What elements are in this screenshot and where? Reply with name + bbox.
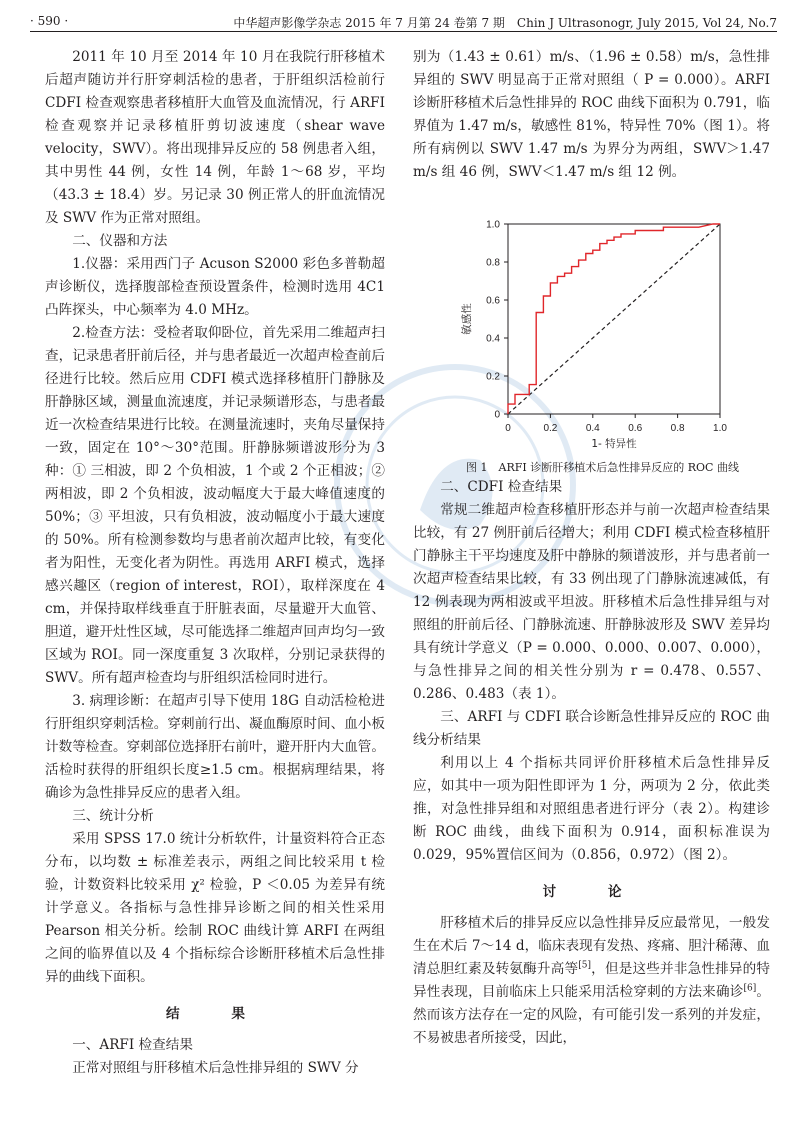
x-tick-label: 0.4 [585,423,600,434]
section-heading-results: 结 果 [166,1006,264,1022]
y-tick-label: 0.2 [486,371,500,383]
x-tick-label: 0 [505,423,511,434]
subsection-heading-arfi: 一、ARFI 检查结果 [72,1037,193,1053]
x-tick-label: 0.6 [628,423,643,434]
section-heading-statistics: 三、统计分析 [72,808,154,824]
journal-title: 中华超声影像学杂志 2015 年 7 月第 24 卷第 7 期 Chin J Ultrasonogr, July 2015, Vol 24, No.7 [233,16,777,30]
paragraph-discussion [413,912,770,1050]
paragraph-cdfi: 常规二维超声检查移植肝形态并与前一次超声检查结果比较，有 27 例肝前后径增大；利用 CDFI 模式检查移植肝门静脉主干平均速度及肝中静脉的频谱波形，并与患者前一次超声检查结果比较，有 33 例出现了门静脉流速减低，有 12 例表现为两相波或平坦波。肝移植术后急性排异组与对照组的肝前后径、门静脉流速、肝静脉波形及 SWV 差异均具有统计学意义（P = 0.000、0.000、0.007、0.000），与急性排异之间的相关性分别为 r = 0.478、0.557、0.286、0.483（表 1）。 [413,502,770,702]
paragraph-instruments: 1.仪器：采用西门子 Acuson S2000 彩色多普勒超声诊断仪，选择腹部检查预设置条件，检测时选用 4C1 凸阵探头，中心频率为 4.0 MHz。 [45,256,385,318]
figure-caption: 图 1 ARFI 诊断肝移植术后急性排异反应的 ROC 曲线 [466,461,739,474]
y-tick-label: 1.0 [486,219,500,231]
citation-6[interactable]: [6] [743,983,757,994]
left-column [45,46,385,1080]
roc-chart [413,202,770,460]
section-heading-discussion: 讨 论 [542,884,641,900]
right-column [413,46,770,1050]
paragraph-arfi-start: 正常对照组与肝移植术后急性排异组的 SWV 分 [72,1060,359,1076]
paragraph-subjects: 2011 年 10 月至 2014 年 10 月在我院行肝移植术后超声随访并行肝穿刺活检的患者，于肝组织活检前行 CDFI 检查观察患者移植肝大血管及血流情况，行 ARFI 检查观察并记录移植肝剪切波速度（shear wave velocity，SWV）。将出现排异反应的 58 例患者入组，其中男性 44 例，女性 14 例，年龄 1～68 岁，平均（43.3 ± 18.4）岁。另记录 30 例正常人的肝血流情况及 SWV 作为正常对照组。 [45,49,385,226]
y-tick-label: 0.4 [486,333,500,345]
y-tick-label: 0.6 [486,295,500,307]
discussion-text-b: ，但是这些并非急性排异的特异性表现，目前临床上只能采用活检穿刺的方法来确诊 [413,961,771,1000]
figure-1-roc [413,202,770,460]
section-heading-instruments: 二、仪器和方法 [72,233,168,249]
discussion-text-a: 肝移植术后的排异反应以急性排异反应最常见，一般发生在术后 7～14 d，临床表现有发热、疼痛、胆汁稀薄、血清总胆红素及转氨酶升高等 [413,915,770,977]
y-axis-label: 敏感性 [461,303,473,335]
paragraph-arfi-cont: 别为（1.43 ± 0.61）m/s、（1.96 ± 0.58）m/s，急性排异组的 SWV 明显高于正常对照组（ P = 0.000）。ARFI 诊断肝移植术后急性排异的 ROC 曲线下面积为 0.791，临界值为 1.47 m/s，敏感性 81%，特异性 70%（图 1）。将所有病例以 SWV 1.47 m/s 为界分为两组，SWV＞1.47 m/s 组 46 例，SWV＜1.47 m/s 组 12 例。 [413,49,770,180]
x-axis-label: 1- 特异性 [591,438,637,450]
y-tick-label: 0.8 [486,257,500,269]
paragraph-combined: 利用以上 4 个指标共同评价肝移植术后急性排异反应，如其中一项为阳性即评为 1 分，两项为 2 分，依此类推，对急性排异组和对照组患者进行评分（表 2）。构建诊断 ROC 曲线，曲线下面积为 0.914，面积标准误为 0.029，95%置信区间为（0.856，0.972）（图 2）。 [413,755,770,863]
reference-diagonal-line [508,224,720,414]
y-tick-label: 0 [494,409,500,421]
paragraph-pathology: 3. 病理诊断：在超声引导下使用 18G 自动活检枪进行肝组织穿刺活检。穿刺前行出、凝血酶原时间、血小板计数等检查。穿刺部位选择肝右前叶，避开肝内大血管。活检时获得的肝组织长度≥1.5 cm。根据病理结果，将确诊为急性排异反应的患者入组。 [45,693,385,801]
x-tick-label: 0.2 [543,423,558,434]
subsection-heading-cdfi: 二、CDFI 检查结果 [440,479,563,495]
page-number: · 590 · [30,14,69,28]
x-tick-label: 1.0 [713,423,727,434]
page-header [30,10,777,32]
citation-5[interactable]: [5] [578,960,591,971]
paragraph-methods: 2.检查方法：受检者取仰卧位，首先采用二维超声扫查，记录患者肝前后径，并与患者最近一次超声检查前后径进行比较。然后应用 CDFI 模式选择移植肝门静脉及肝静脉区域，测量血流速度，并记录频谱形态，与患者最近一次检查结果进行比较。在测量流速时，夹角尽量保持一致，固定在 10°～30°范围。肝静脉频谱波形分为 3 种：① 三相波，即 2 个负相波，1 个或 2 个正相波；② 两相波，即 2 个负相波，波动幅度大于最大峰值速度的 50%；③ 平坦波，只有负相波，波动幅度小于最大速度的 50%。所有检测参数均与患者前次超声比较，有变化者为阳性，无变化者为阴性。再选用 ARFI 模式，选择感兴趣区（region of interest，ROI），取样深度在 4 cm，并保持取样线垂直于肝脏表面，尽量避开大血管、胆道，避开灶性区域，尽可能选择二维超声回声均匀一致区域为 ROI。同一深度重复 3 次取样，分别记录获得的 SWV。所有超声检查均与肝组织活检同时进行。 [45,325,385,686]
header-rule [30,31,777,32]
x-tick-label: 0.8 [670,423,685,434]
discussion-text-c: 。然而该方法存在一定的风险，有可能引发一系列的并发症，不易被患者所接受，因此， [413,984,771,1046]
subsection-heading-combined: 三、ARFI 与 CDFI 联合诊断急性排异反应的 ROC 曲线分析结果 [413,709,770,748]
paragraph-statistics: 采用 SPSS 17.0 统计分析软件，计量资料符合正态分布，以均数 ± 标准差表示，两组之间比较采用 t 检验，计数资料比较采用 χ² 检验，P ＜0.05 为差异有统计学意义。各指标与急性排异诊断之间的相关性采用 Pearson 相关分析。绘制 ROC 曲线计算 ARFI 在两组之间的临界值以及 4 个指标综合诊断肝移植术后急性排异的曲线下面积。 [45,831,385,985]
